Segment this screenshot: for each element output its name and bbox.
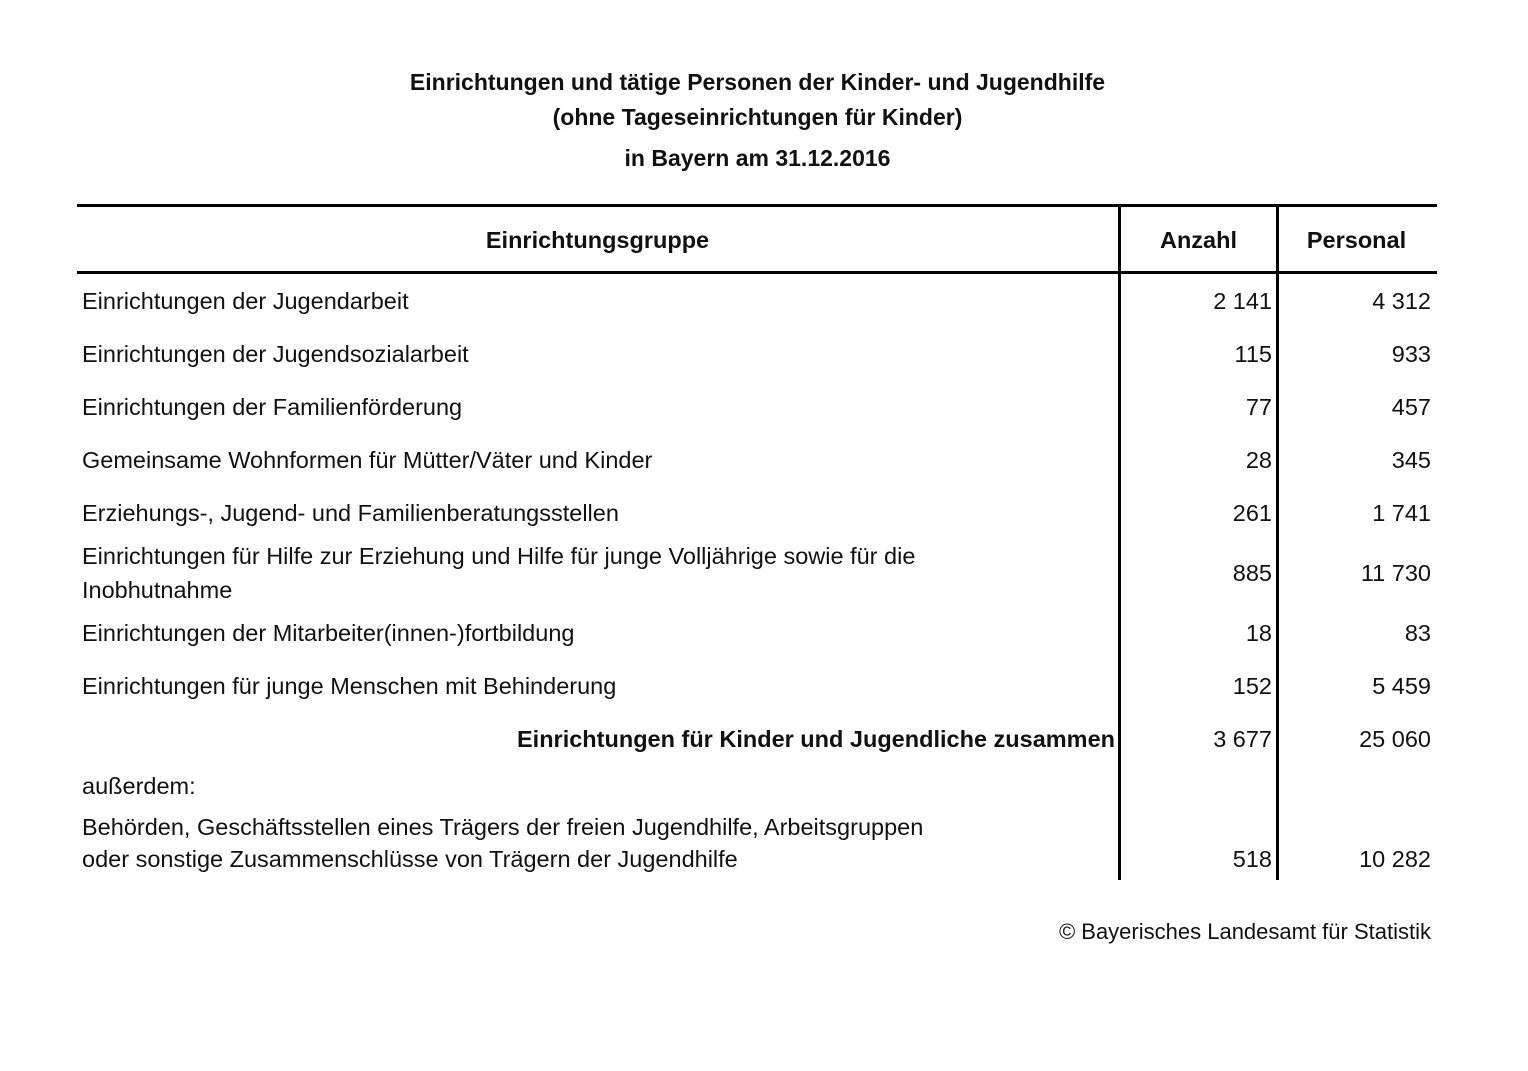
row-label-line1: Einrichtungen für Hilfe zur Erziehung und Hilfe für junge Volljährige sowie für die xyxy=(82,543,916,569)
row-personal: 457 xyxy=(1391,394,1431,420)
row-label: Erziehungs-, Jugend- und Familienberatungsstellen xyxy=(82,500,619,526)
row-anzahl: 28 xyxy=(1245,447,1272,473)
row-label: Einrichtungen der Mitarbeiter(innen-)fortbildung xyxy=(82,620,575,646)
extra-heading: außerdem: xyxy=(82,773,196,799)
extra-label-line1: Behörden, Geschäftsstellen eines Trägers der freien Jugendhilfe, Arbeitsgruppen xyxy=(82,814,924,840)
row-anzahl: 115 xyxy=(1234,341,1272,367)
total-anzahl: 3 677 xyxy=(1213,726,1272,752)
row-personal: 5 459 xyxy=(1372,673,1431,699)
header-bottom-rule xyxy=(77,271,1437,274)
row-personal: 11 730 xyxy=(1360,560,1431,586)
row-label: Einrichtungen der Jugendarbeit xyxy=(82,288,409,314)
extra-personal: 10 282 xyxy=(1359,846,1431,872)
extra-anzahl: 518 xyxy=(1232,846,1272,872)
row-anzahl: 152 xyxy=(1232,673,1272,699)
row-label-line2: Inobhutnahme xyxy=(82,577,233,603)
total-personal: 25 060 xyxy=(1359,726,1431,752)
row-anzahl: 2 141 xyxy=(1213,288,1272,314)
column-divider xyxy=(1118,204,1121,880)
header-einrichtungsgruppe: Einrichtungsgruppe xyxy=(485,227,710,253)
document-date-line: in Bayern am 31.12.2016 xyxy=(624,145,891,171)
row-personal: 933 xyxy=(1391,341,1431,367)
copyright-footer: © Bayerisches Landesamt für Statistik xyxy=(1058,919,1431,944)
row-personal: 1 741 xyxy=(1372,500,1431,526)
row-anzahl: 261 xyxy=(1232,500,1272,526)
extra-label-line2: oder sonstige Zusammenschlüsse von Trägern der Jugendhilfe xyxy=(82,846,738,872)
header-anzahl: Anzahl xyxy=(1159,227,1238,253)
row-personal: 4 312 xyxy=(1372,288,1431,314)
row-label: Einrichtungen der Jugendsozialarbeit xyxy=(82,341,469,367)
row-personal: 345 xyxy=(1391,447,1431,473)
row-label: Gemeinsame Wohnformen für Mütter/Väter und Kinder xyxy=(82,447,653,473)
header-personal: Personal xyxy=(1306,227,1407,253)
row-label: Einrichtungen der Familienförderung xyxy=(82,394,463,420)
column-divider xyxy=(1276,204,1279,880)
row-label: Einrichtungen für junge Menschen mit Behinderung xyxy=(82,673,617,699)
row-anzahl: 77 xyxy=(1245,394,1272,420)
row-personal: 83 xyxy=(1404,620,1431,646)
row-anzahl: 18 xyxy=(1245,620,1272,646)
document-title: Einrichtungen und tätige Personen der Kinder- und Jugendhilfe xyxy=(409,69,1106,95)
table-top-rule xyxy=(77,204,1437,207)
total-label: Einrichtungen für Kinder und Jugendliche zusammen xyxy=(517,726,1115,752)
row-anzahl: 885 xyxy=(1232,560,1272,586)
document-subtitle: (ohne Tageseinrichtungen für Kinder) xyxy=(552,104,963,130)
